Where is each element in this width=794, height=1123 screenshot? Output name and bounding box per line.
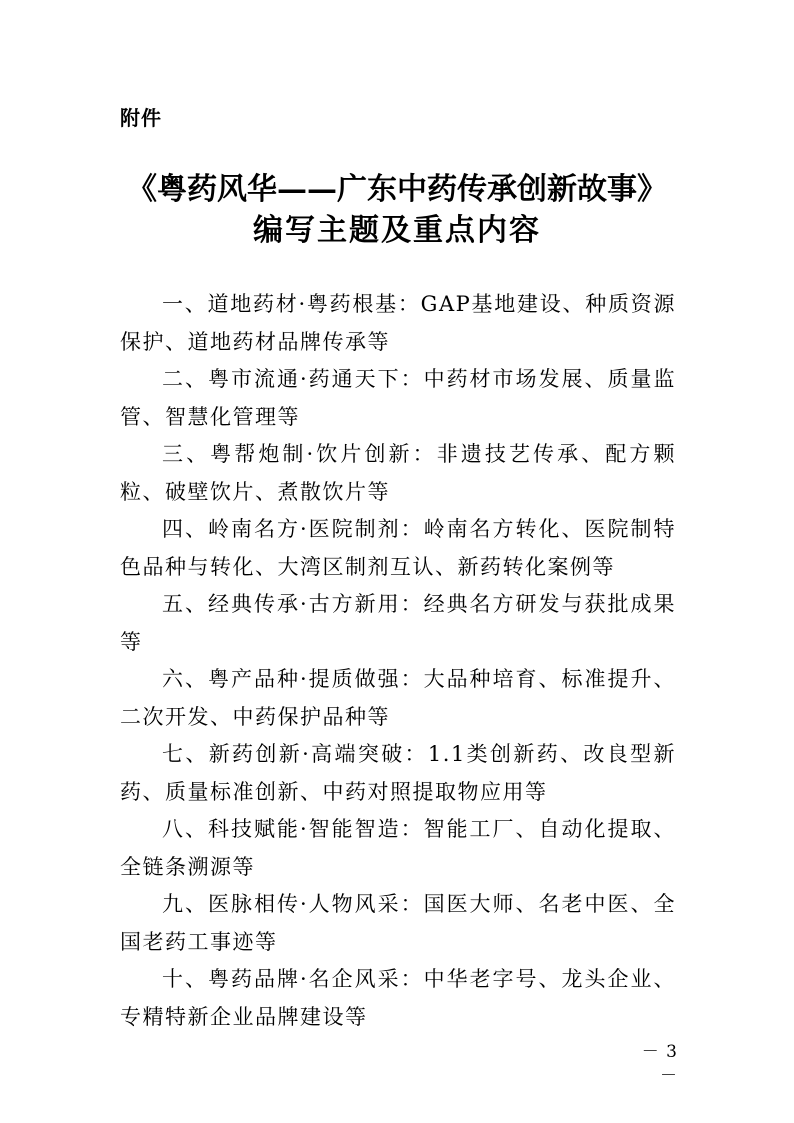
- theme-item-5: 五、经典传承·古方新用：经典名方研发与获批成果等: [120, 592, 676, 654]
- document-title-line-2: 编写主题及重点内容: [253, 213, 541, 248]
- attachment-label: 附件: [120, 106, 162, 130]
- theme-item-7: 七、新药创新·高端突破：1.1类创新药、改良型新药、质量标准创新、中药对照提取物应用等: [120, 742, 676, 804]
- theme-item-9: 九、医脉相传·人物风采：国医大师、名老中医、全国老药工事迹等: [120, 892, 676, 954]
- document-title-line-1: 《粤药风华——广东中药传承创新故事》: [127, 172, 667, 207]
- theme-item-8: 八、科技赋能·智能智造：智能工厂、自动化提取、全链条溯源等: [120, 817, 676, 879]
- theme-list: [120, 286, 676, 1036]
- theme-item-2: 二、粤市流通·药通天下：中药材市场发展、质量监管、智慧化管理等: [120, 367, 676, 429]
- theme-item-3: 三、粤帮炮制·饮片创新：非遗技艺传承、配方颗粒、破壁饮片、煮散饮片等: [120, 442, 676, 504]
- theme-item-10: 十、粤药品牌·名企风采：中华老字号、龙头企业、专精特新企业品牌建设等: [120, 967, 676, 1029]
- page-number: － 3 －: [641, 1042, 678, 1086]
- theme-item-6: 六、粤产品种·提质做强：大品种培育、标准提升、二次开发、中药保护品种等: [120, 667, 676, 729]
- theme-item-1: 一、道地药材·粤药根基：GAP基地建设、种质资源保护、道地药材品牌传承等: [120, 292, 676, 354]
- theme-item-4: 四、岭南名方·医院制剂：岭南名方转化、医院制特色品种与转化、大湾区制剂互认、新药转化案例等: [120, 517, 676, 579]
